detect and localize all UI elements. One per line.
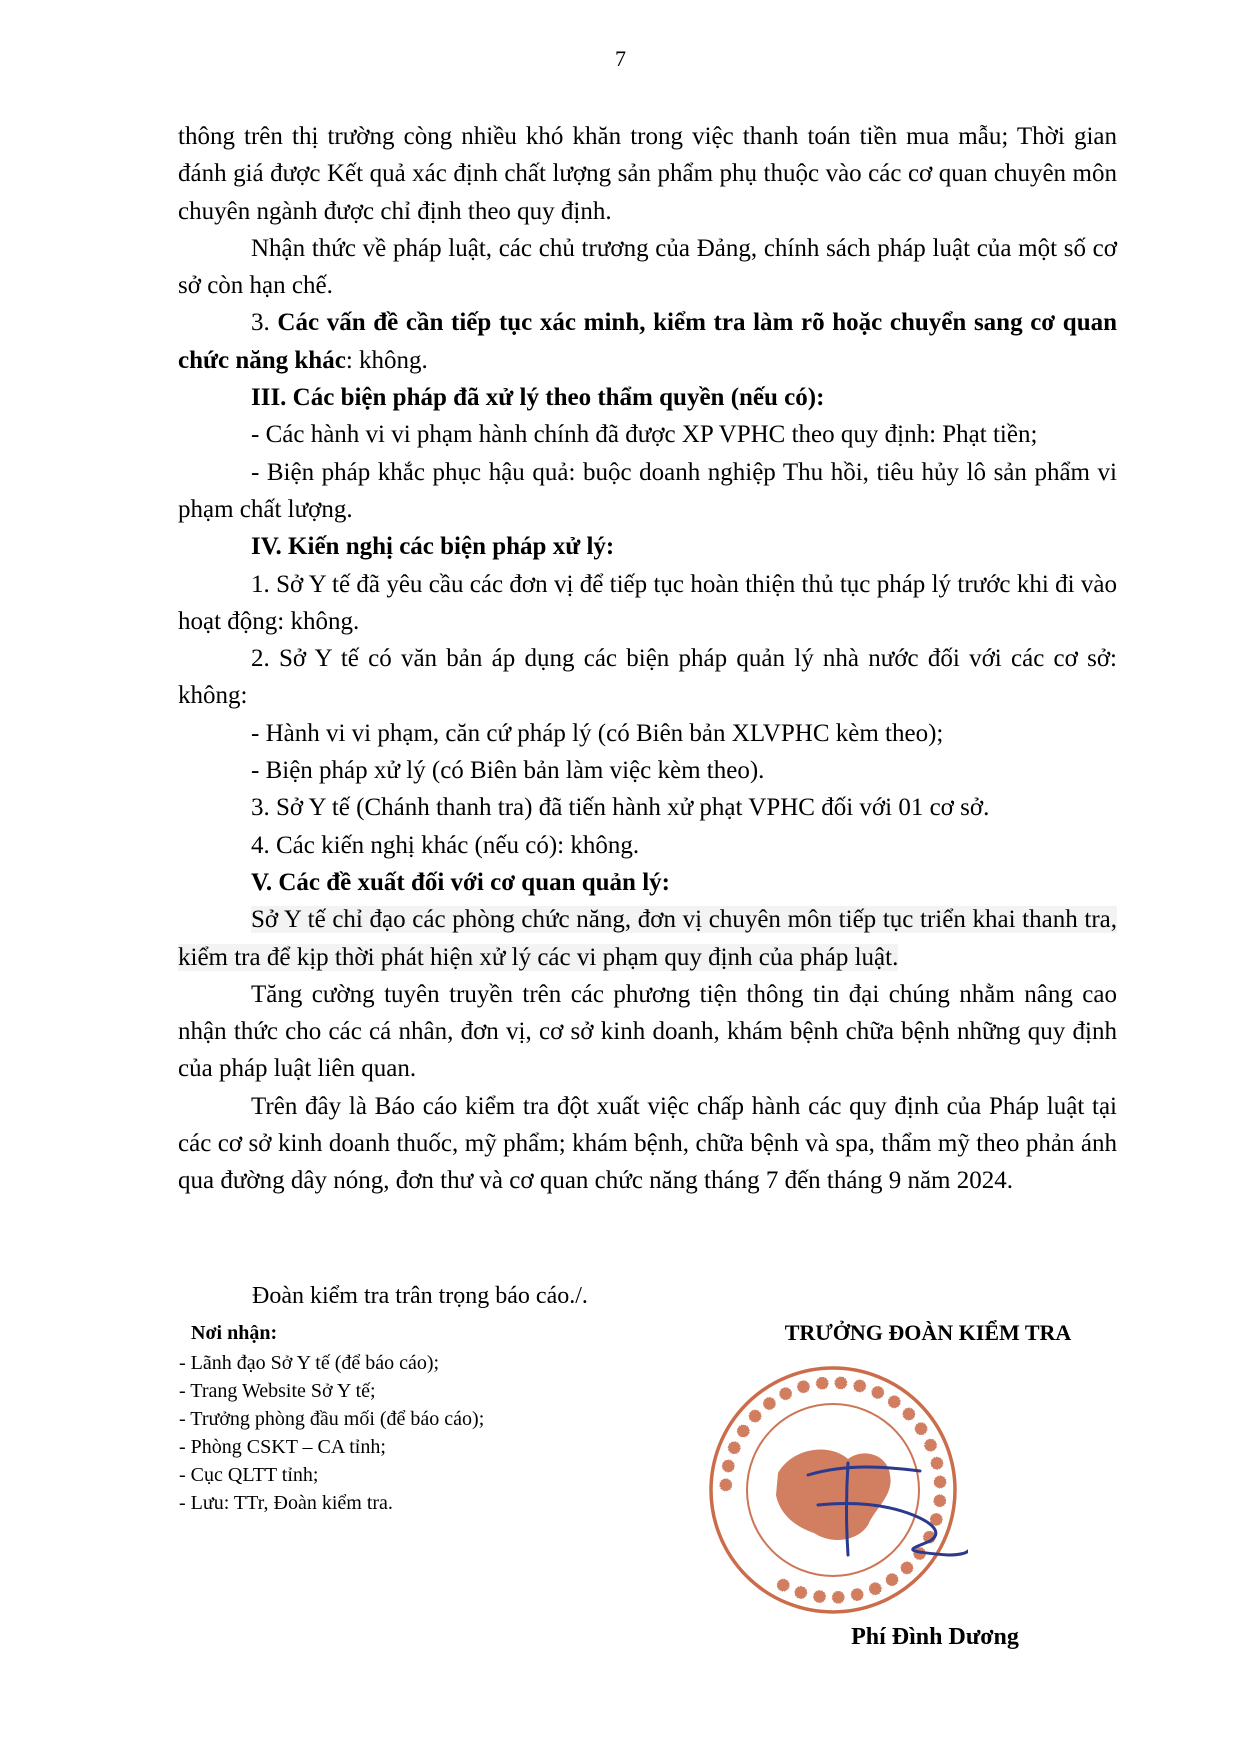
recipients-block xyxy=(179,1319,484,1517)
recipient-item: - Phòng CSKT – CA tỉnh; xyxy=(179,1436,386,1458)
closing-line: Đoàn kiểm tra trân trọng báo cáo./. xyxy=(252,1283,588,1309)
signer-title: TRƯỞNG ĐOÀN KIỂM TRA xyxy=(784,1320,1072,1345)
recommendation-4: 4. Các kiến nghị khác (nếu có): không. xyxy=(251,831,640,859)
official-seal-with-signature xyxy=(698,1355,968,1625)
violation-item: - Hành vi vi phạm, căn cứ pháp lý (có Biên bản XLVPHC kèm theo); xyxy=(251,719,944,747)
section-iv-heading: IV. Kiến nghị các biện pháp xử lý: xyxy=(251,533,615,561)
recommendation-3: 3. Sở Y tế (Chánh thanh tra) đã tiến hành xử phạt VPHC đối với 01 cơ sở. xyxy=(251,794,990,822)
measure-item: - Biện pháp xử lý (có Biên bản làm việc kèm theo). xyxy=(251,757,765,785)
proposal-1-text: Sở Y tế chỉ đạo các phòng chức năng, đơn vị chuyên môn tiếp tục triển khai thanh tra, kiểm tra để kịp thời phát hiện xử lý các vi phạm quy định của pháp luật. xyxy=(178,906,1117,971)
proposal-2: Tăng cường tuyên truyền trên các phương tiện thông tin đại chúng nhằm nâng cao nhận thức cho các cá nhân, đơn vị, cơ sở kinh doanh, khám bệnh chữa bệnh những quy định của pháp luật liên quan. xyxy=(178,980,1117,1083)
section-3-heading xyxy=(178,304,1117,379)
seal-stamp xyxy=(711,1368,955,1612)
recipient-item: - Lưu: TTr, Đoàn kiểm tra. xyxy=(179,1492,393,1514)
document-body xyxy=(178,118,1117,1200)
recipient-item: - Trang Website Sở Y tế; xyxy=(179,1380,376,1402)
section-3-number: 3. xyxy=(251,309,278,337)
section-3-answer: : không. xyxy=(345,346,428,374)
paragraph-1: thông trên thị trường còng nhiều khó khăn trong việc thanh toán tiền mua mẫu; Thời gian đánh giá được Kết quả xác định chất lượng sản phẩm phụ thuộc vào các cơ quan chuyên môn chuyên ngành được chỉ định theo quy định. xyxy=(178,123,1117,225)
recommendation-1: 1. Sở Y tế đã yêu cầu các đơn vị để tiếp tục hoàn thiện thủ tục pháp lý trước khi đi vào hoạt động: không. xyxy=(178,570,1117,635)
section-iii-heading: III. Các biện pháp đã xử lý theo thẩm quyền (nếu có): xyxy=(251,384,825,412)
summary-paragraph: Trên đây là Báo cáo kiểm tra đột xuất việc chấp hành các quy định của Pháp luật tại các cơ sở kinh doanh thuốc, mỹ phẩm; khám bệnh, chữa bệnh và spa, thẩm mỹ theo phản ánh qua đường dây nóng, đơn thư và cơ quan chức năng tháng 7 đến tháng 9 năm 2024. xyxy=(178,1092,1117,1195)
proposal-1 xyxy=(178,901,1117,976)
recommendation-2: 2. Sở Y tế có văn bản áp dụng các biện pháp quản lý nhà nước đối với các cơ sở: không: xyxy=(178,645,1117,710)
recipient-item: - Cục QLTT tỉnh; xyxy=(179,1464,319,1486)
signer-name: Phí Đình Dương xyxy=(851,1624,1019,1650)
recipients-heading: Nơi nhận: xyxy=(191,1322,278,1344)
paragraph-2: Nhận thức về pháp luật, các chủ trương của Đảng, chính sách pháp luật của một số cơ sở còn hạn chế. xyxy=(178,234,1117,300)
penalty-item: - Các hành vi vi phạm hành chính đã được XP VPHC theo quy định: Phạt tiền; xyxy=(251,421,1038,449)
section-3-title: Các vấn đề cần tiếp tục xác minh, kiểm tra làm rõ hoặc chuyển sang cơ quan chức năng khác xyxy=(178,309,1118,374)
page-number: 7 xyxy=(615,46,626,71)
section-v-heading: V. Các đề xuất đối với cơ quan quản lý: xyxy=(251,868,670,896)
recipient-item: - Lãnh đạo Sở Y tế (để báo cáo); xyxy=(179,1352,440,1374)
recipient-item: - Trưởng phòng đầu mối (để báo cáo); xyxy=(179,1408,485,1430)
remedy-item: - Biện pháp khắc phục hậu quả: buộc doanh nghiệp Thu hồi, tiêu hủy lô sản phẩm vi phạm chất lượng. xyxy=(178,458,1117,523)
svg-text:✱ ✱ ✱ ✱ ✱ ✱ ✱ ✱ ✱ ✱ ✱ ✱ ✱ ✱ ✱: ✱ ✱ ✱ ✱ ✱ ✱ ✱ ✱ ✱ ✱ ✱ ✱ ✱ ✱ ✱ ✱ ✱ ✱ ✱ ✱ ✱ ✱ ✱ ✱ ✱ ✱ ✱ ✱ ✱ ✱ xyxy=(718,1375,948,1605)
